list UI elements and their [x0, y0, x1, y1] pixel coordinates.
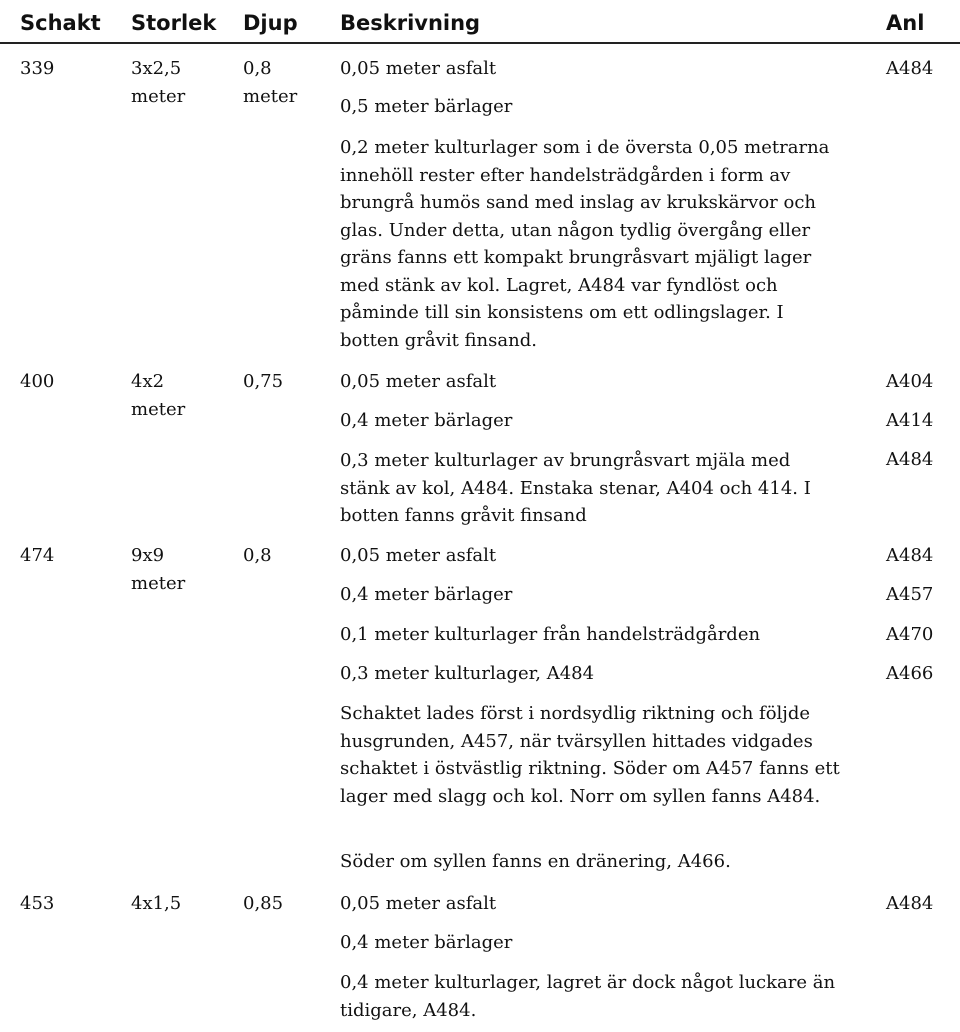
description-line: 0,4 meter bärlager	[340, 932, 513, 953]
header-schakt: Schakt	[20, 11, 101, 35]
description-paragraph: 0,2 meter kulturlager som i de översta 0,05 metrarna innehöll rester efter handelsträdgården i form av brungrå humös sand med inslag av krukskärvor och glas. Under detta, utan någon tydlig övergång eller gräns fanns ett kompakt brungråsvart mjäligt lager med stänk av kol. Lagret, A484 var fyndlöst och påminde till sin konsistens om ett odlingslager. I botten gråvit finsand.	[340, 137, 830, 351]
storlek-unit: meter	[131, 86, 186, 107]
anl-cell: A484	[886, 545, 934, 566]
schakt-cell: 453	[20, 893, 55, 914]
header-djup: Djup	[243, 11, 298, 35]
description-paragraph: Schaktet lades först i nordsydlig riktning och följde husgrunden, A457, när tvärsyllen hittades vidgades schaktet i östvästlig riktning. Söder om A457 fanns ett lager med slagg och kol. Norr om syllen fanns A484.	[340, 703, 840, 807]
djup-cell: 0,85	[243, 893, 284, 914]
anl-cell: A484	[886, 58, 934, 79]
djup-cell: 0,75	[243, 371, 284, 392]
storlek-cell: 4x1,5	[131, 893, 182, 914]
description-line: 0,05 meter asfalt	[340, 58, 497, 79]
description-line: 0,05 meter asfalt	[340, 371, 497, 392]
djup-cell: 0,8	[243, 58, 272, 79]
description-line: 0,3 meter kulturlager, A484	[340, 663, 595, 684]
description-paragraph: 0,4 meter kulturlager, lagret är dock något luckare än tidigare, A484.	[340, 972, 836, 1021]
anl-cell: A484	[886, 893, 934, 914]
description-line: 0,05 meter asfalt	[340, 545, 497, 566]
anl-cell: A404	[886, 371, 934, 392]
anl-cell: A470	[886, 624, 934, 645]
schakt-cell: 474	[20, 545, 55, 566]
header-beskrivning: Beskrivning	[340, 11, 481, 35]
description-paragraph: 0,3 meter kulturlager av brungråsvart mjäla med stänk av kol, A484. Enstaka stenar, A404 och 414. I botten fanns gråvit finsand	[340, 450, 811, 526]
header-anl: Anl	[886, 11, 925, 35]
anl-cell: A466	[886, 663, 934, 684]
anl-cell: A457	[886, 584, 934, 605]
description-line: 0,1 meter kulturlager från handelsträdgården	[340, 624, 761, 645]
description-line: 0,4 meter bärlager	[340, 410, 513, 431]
anl-cell: A414	[886, 410, 934, 431]
storlek-unit: meter	[131, 399, 186, 420]
storlek-cell: 9x9	[131, 545, 165, 566]
description-line: 0,4 meter bärlager	[340, 584, 513, 605]
description-line: 0,05 meter asfalt	[340, 893, 497, 914]
description-line: 0,5 meter bärlager	[340, 96, 513, 117]
djup-unit: meter	[243, 86, 298, 107]
description-line: Söder om syllen fanns en dränering, A466.	[340, 851, 731, 872]
djup-cell: 0,8	[243, 545, 272, 566]
storlek-cell: 4x2	[131, 371, 165, 392]
schakt-cell: 339	[20, 58, 55, 79]
schakt-cell: 400	[20, 371, 55, 392]
storlek-cell: 3x2,5	[131, 58, 182, 79]
storlek-unit: meter	[131, 573, 186, 594]
table-header	[0, 0, 960, 44]
header-storlek: Storlek	[131, 11, 217, 35]
anl-cell: A484	[886, 449, 934, 470]
